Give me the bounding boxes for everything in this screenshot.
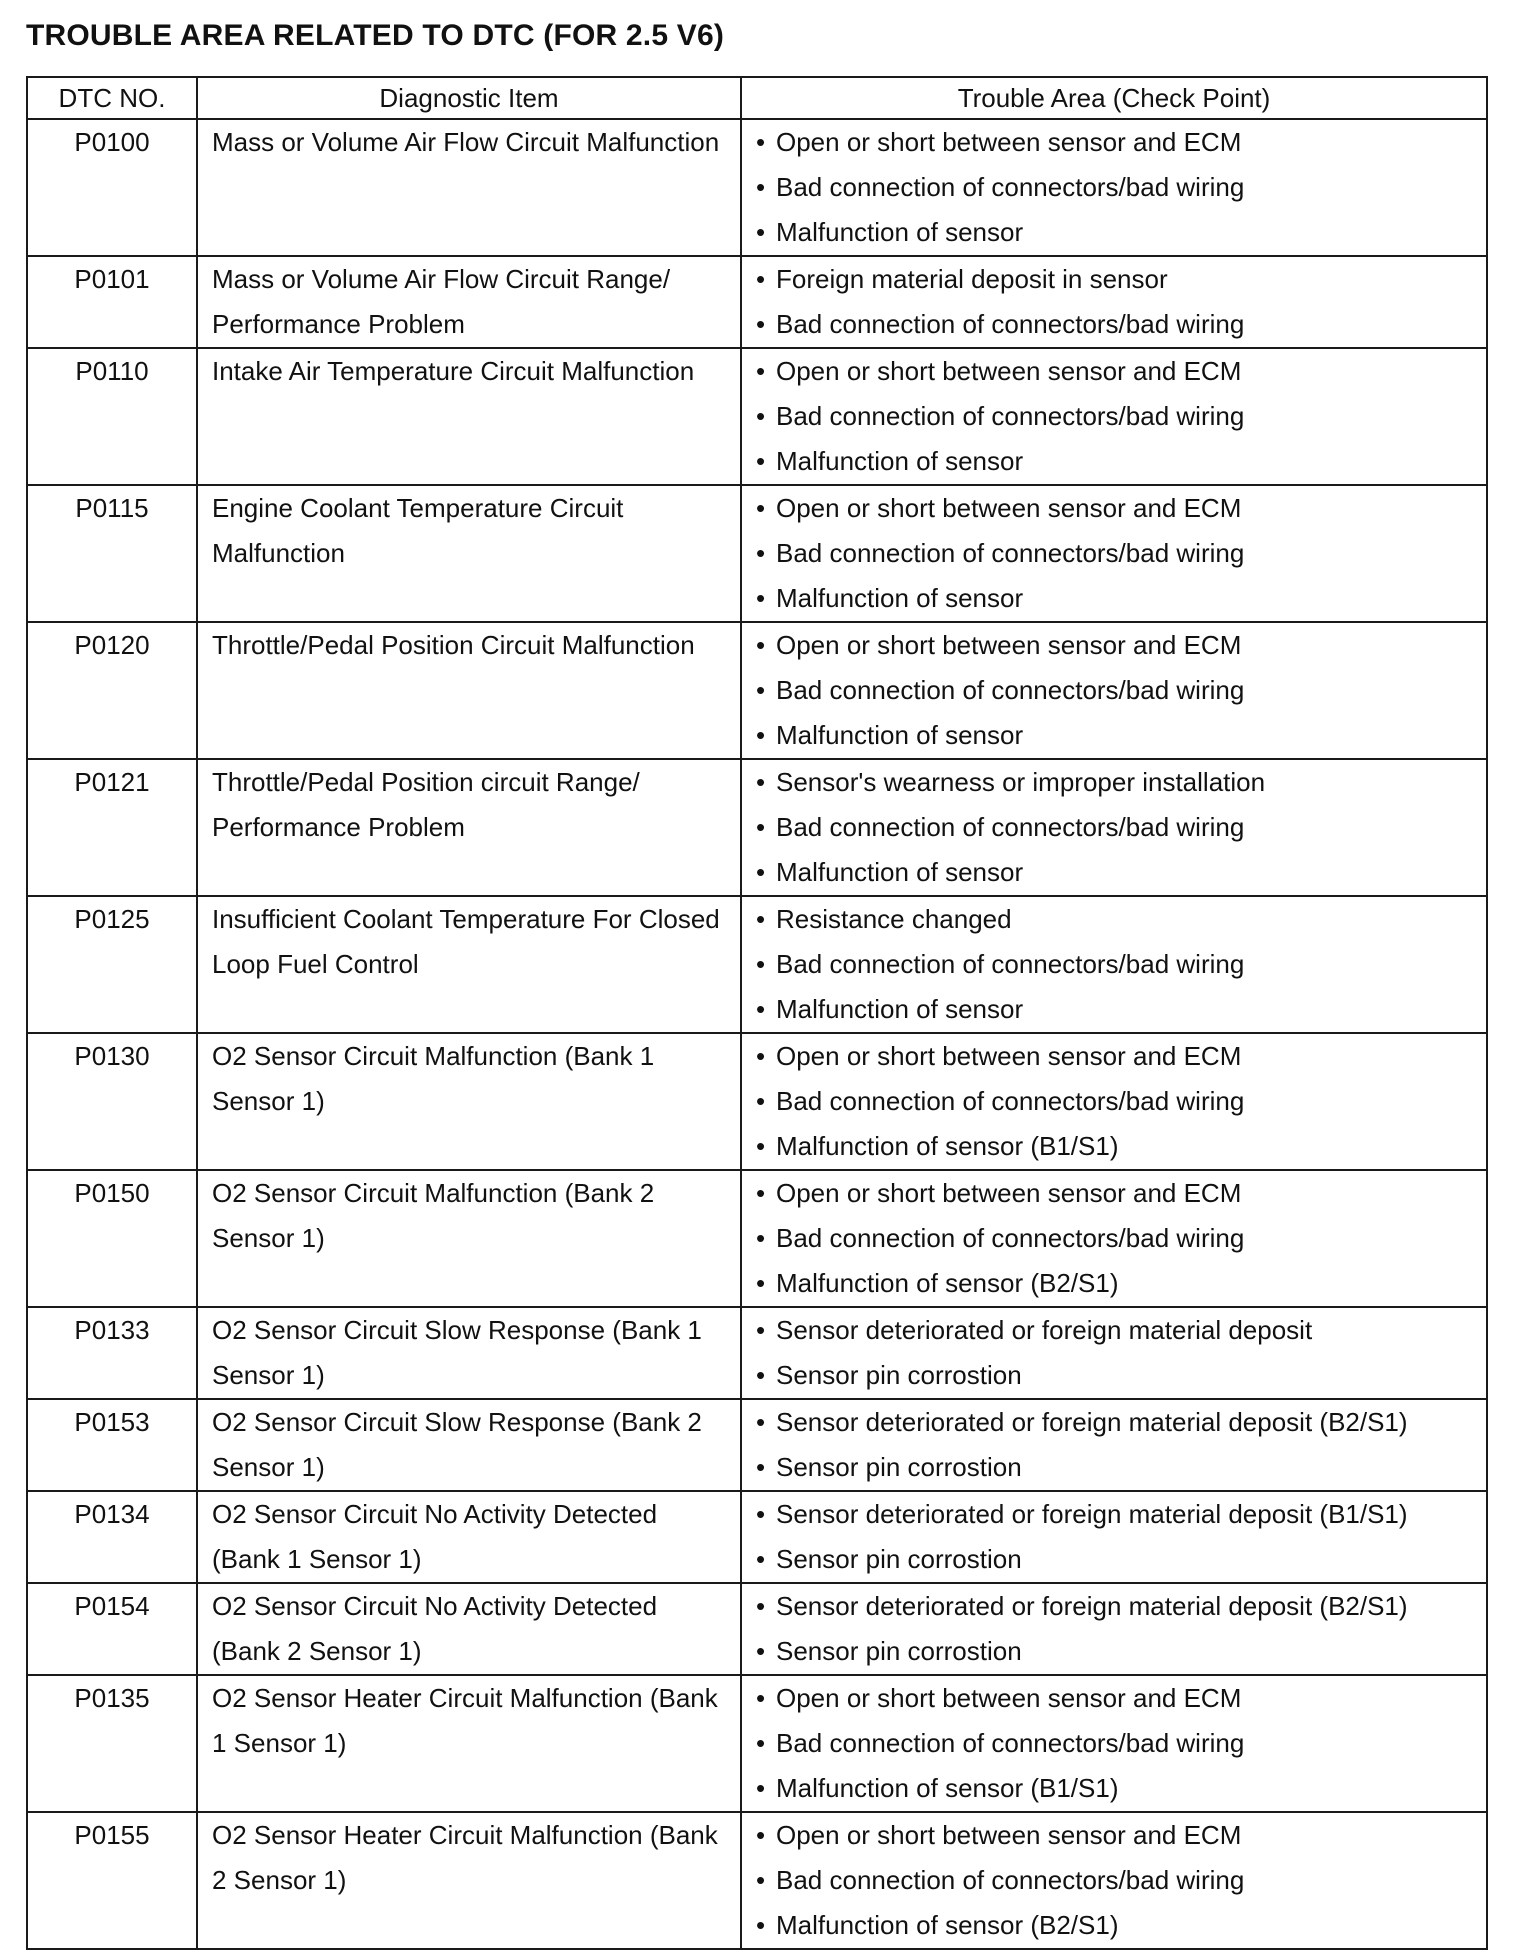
bullet-icon: • xyxy=(756,720,766,750)
check-point xyxy=(756,394,1478,439)
bullet-icon: • xyxy=(756,1268,766,1298)
check-point xyxy=(756,439,1478,484)
check-point-text: Malfunction of sensor xyxy=(776,720,1024,750)
bullet-icon: • xyxy=(756,1407,766,1437)
bullet-icon: • xyxy=(756,1544,766,1574)
bullet-icon: • xyxy=(756,401,766,431)
table-row xyxy=(27,622,1487,759)
trouble-area xyxy=(741,1583,1487,1675)
check-point-text: Sensor deteriorated or foreign material deposit (B2/S1) xyxy=(776,1591,1408,1621)
check-point xyxy=(756,713,1478,758)
bullet-icon: • xyxy=(756,630,766,660)
dtc-code: P0155 xyxy=(27,1812,197,1949)
diagnostic-item: O2 Sensor Circuit Slow Response (Bank 2 Sensor 1) xyxy=(197,1399,741,1491)
trouble-area xyxy=(741,1675,1487,1812)
trouble-area xyxy=(741,1033,1487,1170)
bullet-icon: • xyxy=(756,217,766,247)
bullet-icon: • xyxy=(756,1820,766,1850)
bullet-icon: • xyxy=(756,1360,766,1390)
check-point xyxy=(756,1813,1478,1858)
check-point xyxy=(756,1171,1478,1216)
check-point xyxy=(756,1124,1478,1169)
check-point-text: Bad connection of connectors/bad wiring xyxy=(776,1865,1245,1895)
check-point-text: Malfunction of sensor xyxy=(776,217,1024,247)
bullet-icon: • xyxy=(756,1178,766,1208)
check-point-text: Open or short between sensor and ECM xyxy=(776,127,1242,157)
diagnostic-item: O2 Sensor Circuit No Activity Detected (Bank 1 Sensor 1) xyxy=(197,1491,741,1583)
check-point-text: Bad connection of connectors/bad wiring xyxy=(776,1086,1245,1116)
bullet-icon: • xyxy=(756,1591,766,1621)
diagnostic-item: Mass or Volume Air Flow Circuit Range/ Performance Problem xyxy=(197,256,741,348)
check-point xyxy=(756,1903,1478,1948)
table-row xyxy=(27,1307,1487,1399)
check-point xyxy=(756,942,1478,987)
bullet-icon: • xyxy=(756,538,766,568)
dtc-code: P0154 xyxy=(27,1583,197,1675)
bullet-icon: • xyxy=(756,1315,766,1345)
diagnostic-item: Throttle/Pedal Position Circuit Malfunction xyxy=(197,622,741,759)
bullet-icon: • xyxy=(756,857,766,887)
table-row xyxy=(27,896,1487,1033)
check-point xyxy=(756,1308,1478,1353)
header-diagnostic-item: Diagnostic Item xyxy=(197,77,741,119)
check-point xyxy=(756,987,1478,1032)
bullet-icon: • xyxy=(756,1131,766,1161)
trouble-area xyxy=(741,348,1487,485)
table-row xyxy=(27,1812,1487,1949)
check-point xyxy=(756,1721,1478,1766)
check-point-text: Malfunction of sensor (B2/S1) xyxy=(776,1268,1119,1298)
bullet-icon: • xyxy=(756,812,766,842)
bullet-icon: • xyxy=(756,1773,766,1803)
table-row xyxy=(27,119,1487,256)
check-point-text: Open or short between sensor and ECM xyxy=(776,493,1242,523)
table-row xyxy=(27,1675,1487,1812)
bullet-icon: • xyxy=(756,127,766,157)
bullet-icon: • xyxy=(756,583,766,613)
check-point-text: Malfunction of sensor xyxy=(776,994,1024,1024)
check-point-text: Bad connection of connectors/bad wiring xyxy=(776,812,1245,842)
bullet-icon: • xyxy=(756,1086,766,1116)
header-trouble-area: Trouble Area (Check Point) xyxy=(741,77,1487,119)
check-point xyxy=(756,576,1478,621)
diagnostic-item: Mass or Volume Air Flow Circuit Malfunction xyxy=(197,119,741,256)
bullet-icon: • xyxy=(756,172,766,202)
dtc-code: P0153 xyxy=(27,1399,197,1491)
bullet-icon: • xyxy=(756,309,766,339)
check-point xyxy=(756,1676,1478,1721)
diagnostic-item: O2 Sensor Circuit Malfunction (Bank 1 Sensor 1) xyxy=(197,1033,741,1170)
check-point xyxy=(756,623,1478,668)
check-point xyxy=(756,668,1478,713)
trouble-area xyxy=(741,1170,1487,1307)
check-point xyxy=(756,1353,1478,1398)
dtc-code: P0130 xyxy=(27,1033,197,1170)
check-point xyxy=(756,257,1478,302)
dtc-code: P0115 xyxy=(27,485,197,622)
bullet-icon: • xyxy=(756,675,766,705)
trouble-area xyxy=(741,1399,1487,1491)
check-point-text: Bad connection of connectors/bad wiring xyxy=(776,949,1245,979)
check-point-text: Bad connection of connectors/bad wiring xyxy=(776,675,1245,705)
header-dtc-no: DTC NO. xyxy=(27,77,197,119)
check-point-text: Sensor deteriorated or foreign material deposit (B1/S1) xyxy=(776,1499,1408,1529)
dtc-code: P0120 xyxy=(27,622,197,759)
trouble-area xyxy=(741,1307,1487,1399)
check-point-text: Open or short between sensor and ECM xyxy=(776,1683,1242,1713)
table-row xyxy=(27,1583,1487,1675)
trouble-area xyxy=(741,1812,1487,1949)
dtc-code: P0125 xyxy=(27,896,197,1033)
dtc-code: P0101 xyxy=(27,256,197,348)
check-point xyxy=(756,850,1478,895)
check-point xyxy=(756,165,1478,210)
check-point xyxy=(756,1445,1478,1490)
check-point xyxy=(756,1492,1478,1537)
check-point xyxy=(756,760,1478,805)
table-row xyxy=(27,1399,1487,1491)
check-point-text: Bad connection of connectors/bad wiring xyxy=(776,538,1245,568)
bullet-icon: • xyxy=(756,1910,766,1940)
bullet-icon: • xyxy=(756,493,766,523)
bullet-icon: • xyxy=(756,1683,766,1713)
check-point-text: Open or short between sensor and ECM xyxy=(776,630,1242,660)
check-point-text: Open or short between sensor and ECM xyxy=(776,356,1242,386)
trouble-area xyxy=(741,119,1487,256)
table-row xyxy=(27,1170,1487,1307)
check-point xyxy=(756,1766,1478,1811)
check-point-text: Malfunction of sensor (B1/S1) xyxy=(776,1131,1119,1161)
diagnostic-item: Engine Coolant Temperature Circuit Malfunction xyxy=(197,485,741,622)
trouble-area xyxy=(741,1491,1487,1583)
check-point-text: Sensor pin corrostion xyxy=(776,1360,1022,1390)
check-point xyxy=(756,349,1478,394)
bullet-icon: • xyxy=(756,446,766,476)
check-point xyxy=(756,1584,1478,1629)
dtc-table xyxy=(26,76,1488,1950)
bullet-icon: • xyxy=(756,1865,766,1895)
table-row xyxy=(27,759,1487,896)
check-point-text: Foreign material deposit in sensor xyxy=(776,264,1168,294)
check-point-text: Bad connection of connectors/bad wiring xyxy=(776,401,1245,431)
diagnostic-item: O2 Sensor Circuit No Activity Detected (Bank 2 Sensor 1) xyxy=(197,1583,741,1675)
header-row xyxy=(27,77,1487,119)
trouble-area xyxy=(741,256,1487,348)
check-point-text: Malfunction of sensor xyxy=(776,583,1024,613)
bullet-icon: • xyxy=(756,994,766,1024)
check-point-text: Bad connection of connectors/bad wiring xyxy=(776,309,1245,339)
bullet-icon: • xyxy=(756,767,766,797)
check-point-text: Sensor's wearness or improper installation xyxy=(776,767,1266,797)
table-row xyxy=(27,1033,1487,1170)
diagnostic-item: O2 Sensor Heater Circuit Malfunction (Bank 1 Sensor 1) xyxy=(197,1675,741,1812)
bullet-icon: • xyxy=(756,1499,766,1529)
diagnostic-item: Insufficient Coolant Temperature For Closed Loop Fuel Control xyxy=(197,896,741,1033)
check-point-text: Bad connection of connectors/bad wiring xyxy=(776,1728,1245,1758)
check-point-text: Malfunction of sensor xyxy=(776,446,1024,476)
diagnostic-item: O2 Sensor Circuit Malfunction (Bank 2 Sensor 1) xyxy=(197,1170,741,1307)
trouble-area xyxy=(741,759,1487,896)
bullet-icon: • xyxy=(756,264,766,294)
check-point-text: Malfunction of sensor xyxy=(776,857,1024,887)
bullet-icon: • xyxy=(756,904,766,934)
bullet-icon: • xyxy=(756,1041,766,1071)
dtc-code: P0134 xyxy=(27,1491,197,1583)
dtc-code: P0121 xyxy=(27,759,197,896)
check-point xyxy=(756,1537,1478,1582)
check-point-text: Bad connection of connectors/bad wiring xyxy=(776,172,1245,202)
check-point-text: Bad connection of connectors/bad wiring xyxy=(776,1223,1245,1253)
check-point xyxy=(756,1216,1478,1261)
dtc-code: P0100 xyxy=(27,119,197,256)
diagnostic-item: Throttle/Pedal Position circuit Range/ Performance Problem xyxy=(197,759,741,896)
check-point-text: Open or short between sensor and ECM xyxy=(776,1041,1242,1071)
check-point-text: Open or short between sensor and ECM xyxy=(776,1820,1242,1850)
check-point xyxy=(756,120,1478,165)
diagnostic-item: O2 Sensor Heater Circuit Malfunction (Bank 2 Sensor 1) xyxy=(197,1812,741,1949)
check-point-text: Sensor deteriorated or foreign material deposit xyxy=(776,1315,1313,1345)
dtc-code: P0150 xyxy=(27,1170,197,1307)
table-row xyxy=(27,256,1487,348)
trouble-area xyxy=(741,896,1487,1033)
check-point xyxy=(756,486,1478,531)
check-point-text: Sensor pin corrostion xyxy=(776,1452,1022,1482)
trouble-area xyxy=(741,622,1487,759)
dtc-code: P0110 xyxy=(27,348,197,485)
check-point xyxy=(756,1858,1478,1903)
check-point xyxy=(756,1629,1478,1674)
check-point xyxy=(756,531,1478,576)
check-point-text: Sensor deteriorated or foreign material deposit (B2/S1) xyxy=(776,1407,1408,1437)
bullet-icon: • xyxy=(756,1452,766,1482)
check-point xyxy=(756,302,1478,347)
check-point xyxy=(756,1034,1478,1079)
dtc-code: P0133 xyxy=(27,1307,197,1399)
bullet-icon: • xyxy=(756,356,766,386)
check-point xyxy=(756,1079,1478,1124)
check-point-text: Sensor pin corrostion xyxy=(776,1636,1022,1666)
table-row xyxy=(27,348,1487,485)
check-point xyxy=(756,897,1478,942)
check-point xyxy=(756,805,1478,850)
diagnostic-item: Intake Air Temperature Circuit Malfunction xyxy=(197,348,741,485)
check-point-text: Malfunction of sensor (B1/S1) xyxy=(776,1773,1119,1803)
table-row xyxy=(27,1491,1487,1583)
check-point-text: Open or short between sensor and ECM xyxy=(776,1178,1242,1208)
bullet-icon: • xyxy=(756,1636,766,1666)
bullet-icon: • xyxy=(756,1223,766,1253)
check-point xyxy=(756,1400,1478,1445)
diagnostic-item: O2 Sensor Circuit Slow Response (Bank 1 Sensor 1) xyxy=(197,1307,741,1399)
trouble-area xyxy=(741,485,1487,622)
table-row xyxy=(27,485,1487,622)
check-point-text: Sensor pin corrostion xyxy=(776,1544,1022,1574)
bullet-icon: • xyxy=(756,949,766,979)
check-point xyxy=(756,1261,1478,1306)
check-point xyxy=(756,210,1478,255)
dtc-code: P0135 xyxy=(27,1675,197,1812)
check-point-text: Malfunction of sensor (B2/S1) xyxy=(776,1910,1119,1940)
check-point-text: Resistance changed xyxy=(776,904,1012,934)
dtc-table-body xyxy=(27,119,1487,1949)
bullet-icon: • xyxy=(756,1728,766,1758)
page-title: TROUBLE AREA RELATED TO DTC (FOR 2.5 V6) xyxy=(26,19,725,52)
